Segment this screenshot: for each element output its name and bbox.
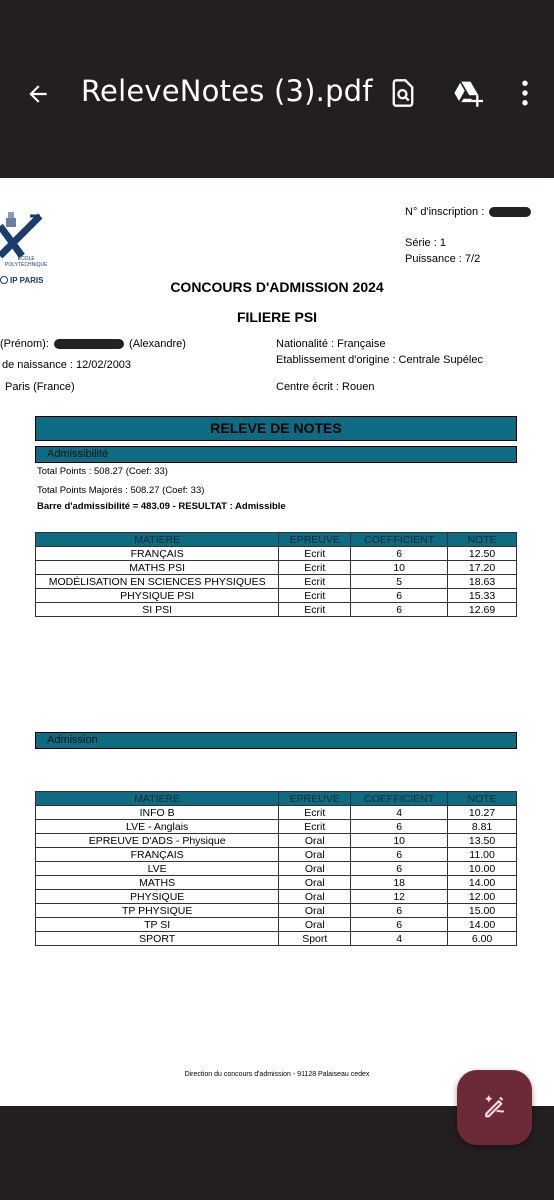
cell-epreuve: Oral bbox=[279, 862, 351, 876]
candidate-birthdate: de naissance : 12/02/2003 bbox=[2, 359, 132, 371]
total-points-majores: Total Points Majorés : 508.27 (Coef: 33) bbox=[37, 485, 205, 496]
cell-coefficient: 6 bbox=[351, 603, 448, 617]
table-row bbox=[36, 575, 517, 589]
candidate-exam-center: Centre écrit : Rouen bbox=[276, 381, 375, 393]
search-document-icon[interactable] bbox=[386, 76, 420, 110]
cell-epreuve: Ecrit bbox=[279, 603, 351, 617]
table-row bbox=[36, 904, 517, 918]
cell-matiere: SPORT bbox=[36, 932, 279, 946]
cell-coefficient: 6 bbox=[351, 918, 448, 932]
cell-epreuve: Ecrit bbox=[279, 589, 351, 603]
table-row bbox=[36, 834, 517, 848]
cell-coefficient: 18 bbox=[351, 876, 448, 890]
edit-sparkle-icon bbox=[480, 1090, 510, 1125]
table-row bbox=[36, 876, 517, 890]
cell-matiere: MATHS bbox=[36, 876, 279, 890]
cell-epreuve: Ecrit bbox=[279, 575, 351, 589]
app-bar bbox=[0, 0, 554, 178]
pdf-page[interactable] bbox=[0, 178, 554, 1106]
total-points: Total Points : 508.27 (Coef: 33) bbox=[37, 466, 168, 477]
cell-matiere: LVE - Anglais bbox=[36, 820, 279, 834]
cell-note: 14.00 bbox=[448, 918, 517, 932]
cell-matiere: TP PHYSIQUE bbox=[36, 904, 279, 918]
column-header: NOTE bbox=[448, 792, 517, 806]
cell-coefficient: 6 bbox=[351, 820, 448, 834]
cell-coefficient: 6 bbox=[351, 848, 448, 862]
cell-epreuve: Ecrit bbox=[279, 561, 351, 575]
filiere-title: FILIERE PSI bbox=[236, 309, 318, 325]
column-header: MATIERE bbox=[36, 533, 279, 547]
admissibilite-section-bar: Admissibilité bbox=[35, 446, 517, 463]
table-header-row bbox=[36, 792, 517, 806]
cell-matiere: FRANÇAIS bbox=[36, 547, 279, 561]
cell-note: 10.00 bbox=[448, 862, 517, 876]
table-row bbox=[36, 589, 517, 603]
column-header: EPREUVE bbox=[279, 792, 351, 806]
ip-paris-logo: IP PARIS bbox=[0, 276, 44, 285]
cell-matiere: EPREUVE D'ADS - Physique bbox=[36, 834, 279, 848]
cell-note: 15.33 bbox=[448, 589, 517, 603]
cell-matiere: LVE bbox=[36, 862, 279, 876]
more-vert-icon[interactable] bbox=[508, 76, 542, 110]
cell-epreuve: Ecrit bbox=[279, 820, 351, 834]
add-to-drive-icon[interactable] bbox=[450, 76, 484, 110]
table-row bbox=[36, 820, 517, 834]
cell-matiere: PHYSIQUE PSI bbox=[36, 589, 279, 603]
admission-table bbox=[35, 791, 517, 946]
cell-matiere: MODÉLISATION EN SCIENCES PHYSIQUES bbox=[36, 575, 279, 589]
cell-epreuve: Oral bbox=[279, 918, 351, 932]
cell-coefficient: 6 bbox=[351, 547, 448, 561]
table-row bbox=[36, 932, 517, 946]
cell-matiere: INFO B bbox=[36, 806, 279, 820]
cell-epreuve: Oral bbox=[279, 890, 351, 904]
candidate-birthplace: Paris (France) bbox=[5, 381, 75, 393]
cell-epreuve: Ecrit bbox=[279, 806, 351, 820]
cell-note: 12.00 bbox=[448, 890, 517, 904]
cell-matiere: MATHS PSI bbox=[36, 561, 279, 575]
table-row bbox=[36, 806, 517, 820]
cell-coefficient: 4 bbox=[351, 932, 448, 946]
cell-coefficient: 4 bbox=[351, 806, 448, 820]
back-arrow-icon[interactable] bbox=[22, 78, 54, 110]
cell-epreuve: Ecrit bbox=[279, 547, 351, 561]
column-header: NOTE bbox=[448, 533, 517, 547]
table-row bbox=[36, 603, 517, 617]
puissance: Puissance : 7/2 bbox=[405, 253, 481, 265]
cell-note: 10.27 bbox=[448, 806, 517, 820]
column-header: EPREUVE bbox=[279, 533, 351, 547]
annotate-button[interactable] bbox=[457, 1070, 532, 1145]
table-row bbox=[36, 561, 517, 575]
cell-note: 13.50 bbox=[448, 834, 517, 848]
cell-note: 12.69 bbox=[448, 603, 517, 617]
column-header: COEFFICIENT bbox=[351, 533, 448, 547]
cell-coefficient: 12 bbox=[351, 890, 448, 904]
cell-note: 8.81 bbox=[448, 820, 517, 834]
barre-admissibilite: Barre d'admissibilité = 483.09 - RESULTAT : Admissible bbox=[37, 501, 286, 512]
concours-title: CONCOURS D'ADMISSION 2024 bbox=[170, 279, 384, 295]
candidate-school: Etablissement d'origine : Centrale Supélec bbox=[276, 354, 483, 366]
table-row bbox=[36, 918, 517, 932]
candidate-prenom: (Prénom): (Alexandre) bbox=[0, 338, 186, 350]
releve-title-bar: RELEVE DE NOTES bbox=[35, 416, 517, 441]
admissibilite-table bbox=[35, 532, 517, 617]
cell-coefficient: 10 bbox=[351, 834, 448, 848]
table-row bbox=[36, 848, 517, 862]
cell-matiere: SI PSI bbox=[36, 603, 279, 617]
table-row bbox=[36, 890, 517, 904]
cell-epreuve: Oral bbox=[279, 904, 351, 918]
cell-note: 12.50 bbox=[448, 547, 517, 561]
ecole-polytechnique-logo bbox=[0, 198, 50, 288]
logo-text: ÉCOLE POLYTECHNIQUE bbox=[5, 256, 48, 268]
cell-note: 11.00 bbox=[448, 848, 517, 862]
cell-coefficient: 6 bbox=[351, 589, 448, 603]
cell-note: 17.20 bbox=[448, 561, 517, 575]
redacted-mark bbox=[54, 339, 124, 349]
candidate-nationality: Nationalité : Française bbox=[276, 338, 386, 350]
cell-epreuve: Oral bbox=[279, 834, 351, 848]
cell-note: 6.00 bbox=[448, 932, 517, 946]
cell-epreuve: Sport bbox=[279, 932, 351, 946]
cell-epreuve: Oral bbox=[279, 848, 351, 862]
redacted-mark bbox=[489, 207, 531, 217]
table-row bbox=[36, 547, 517, 561]
cell-matiere: TP SI bbox=[36, 918, 279, 932]
table-header-row bbox=[36, 533, 517, 547]
cell-coefficient: 10 bbox=[351, 561, 448, 575]
cell-note: 14.00 bbox=[448, 876, 517, 890]
table-row bbox=[36, 862, 517, 876]
serie: Série : 1 bbox=[405, 237, 446, 249]
cell-matiere: FRANÇAIS bbox=[36, 848, 279, 862]
document-title: ReleveNotes (3).pdf bbox=[81, 74, 373, 108]
column-header: MATIERE bbox=[36, 792, 279, 806]
column-header: COEFFICIENT bbox=[351, 792, 448, 806]
inscription-number: N° d'inscription : bbox=[405, 206, 531, 218]
admission-section-bar: Admission bbox=[35, 732, 517, 749]
cell-coefficient: 5 bbox=[351, 575, 448, 589]
cell-coefficient: 6 bbox=[351, 904, 448, 918]
cell-epreuve: Oral bbox=[279, 876, 351, 890]
cell-matiere: PHYSIQUE bbox=[36, 890, 279, 904]
cell-note: 18.63 bbox=[448, 575, 517, 589]
cell-coefficient: 6 bbox=[351, 862, 448, 876]
document-footer: Direction du concours d'admission - 91128 Palaiseau cedex bbox=[184, 1071, 370, 1078]
cell-note: 15.00 bbox=[448, 904, 517, 918]
